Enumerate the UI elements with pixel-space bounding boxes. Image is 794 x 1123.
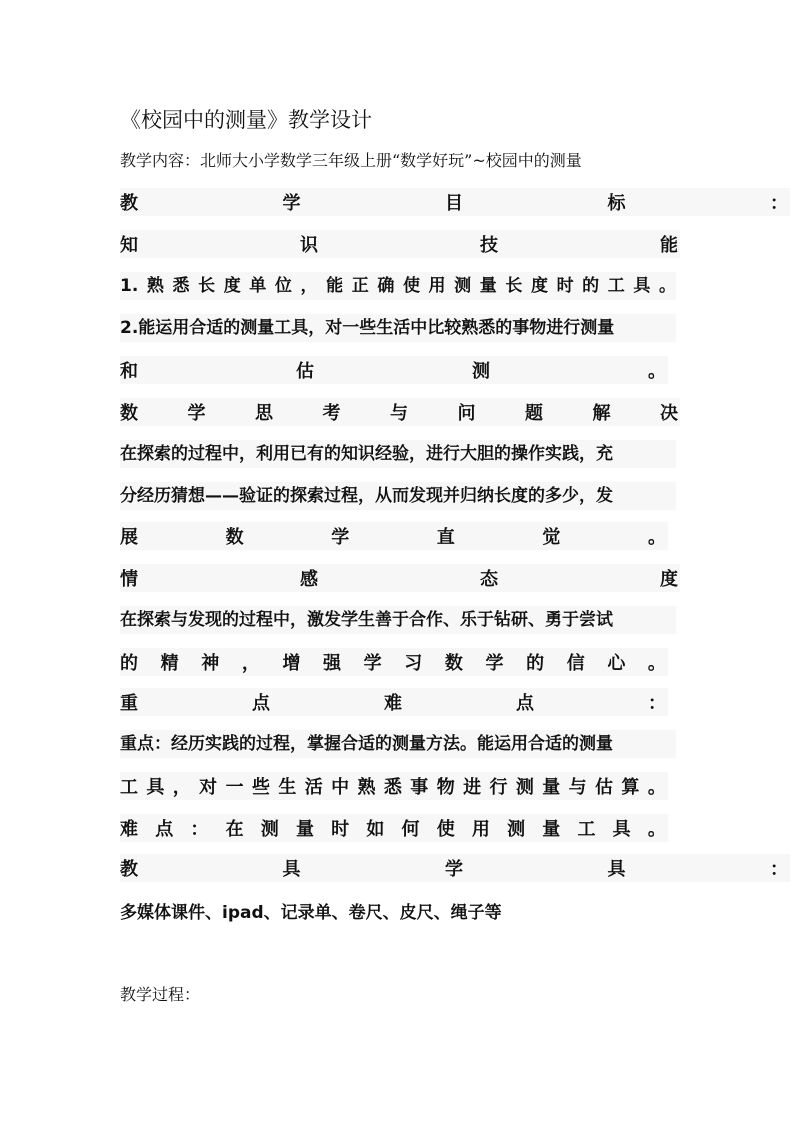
char: 数	[225, 527, 244, 548]
char: 情	[120, 569, 138, 590]
section-heading-key-points	[120, 688, 668, 716]
char: 技	[480, 235, 498, 256]
char: 难	[120, 819, 138, 840]
char: 在	[225, 819, 244, 840]
char: 点	[252, 693, 270, 714]
char: 点	[516, 693, 534, 714]
char: 工	[120, 777, 138, 798]
char: 重	[120, 693, 138, 714]
char: 熟	[357, 777, 376, 798]
char: 时	[331, 819, 350, 840]
char: 测	[260, 819, 279, 840]
char: 。	[647, 653, 666, 674]
char: 知	[120, 235, 138, 256]
char: 一	[225, 777, 244, 798]
char: 估	[296, 361, 314, 382]
char: 精	[160, 653, 179, 674]
char: 对	[199, 777, 218, 798]
char: 信	[566, 653, 585, 674]
char: 教	[120, 859, 138, 880]
char: 具	[612, 819, 631, 840]
char: 如	[366, 819, 385, 840]
char: 量	[295, 819, 314, 840]
char: 。	[648, 361, 666, 382]
char: 工	[577, 819, 596, 840]
char: 解	[592, 403, 611, 424]
char: ：	[190, 819, 209, 840]
teaching-process-label: 教学过程：	[120, 985, 201, 1004]
char: 物	[436, 777, 455, 798]
math-thinking-paragraph-line-2: 分经历猜想——验证的探索过程，从而发现并归纳长度的多少，发	[120, 482, 676, 510]
char: 。	[647, 777, 666, 798]
char: 中	[331, 777, 350, 798]
char: 行	[489, 777, 508, 798]
char: 活	[304, 777, 323, 798]
emotion-paragraph-line-2	[120, 648, 668, 676]
char: 学	[363, 653, 382, 674]
char: 点	[155, 819, 174, 840]
char: 数	[444, 653, 463, 674]
section-heading-teaching-aids	[120, 854, 790, 882]
char: 学	[187, 403, 206, 424]
char: 的	[120, 653, 138, 674]
char: 能	[660, 235, 678, 256]
char: 量	[542, 777, 561, 798]
char: 测	[472, 361, 490, 382]
char: 事	[410, 777, 429, 798]
char: 与	[390, 403, 408, 424]
subheading-emotion-attitude	[120, 564, 680, 592]
char: 何	[401, 819, 420, 840]
char: 神	[201, 653, 220, 674]
char: 用	[471, 819, 490, 840]
char: 。	[647, 527, 666, 548]
difficult-point-line	[120, 814, 668, 842]
char: 态	[480, 569, 498, 590]
char: 的	[526, 653, 545, 674]
objective-item-1: 1.熟悉长度单位，能正确使用测量长度时的工具。	[120, 272, 676, 300]
char: 识	[300, 235, 318, 256]
char: 度	[660, 569, 678, 590]
char: 和	[120, 361, 138, 382]
key-point-line-1: 重点：经历实践的过程，掌握合适的测量方法。能运用合适的测量	[120, 730, 676, 758]
char: 学	[282, 193, 301, 214]
char: 难	[384, 693, 402, 714]
char: 些	[251, 777, 270, 798]
char: 具	[146, 777, 165, 798]
char: 题	[525, 403, 543, 424]
char: ：	[770, 193, 788, 214]
char: 进	[463, 777, 482, 798]
char: 考	[322, 403, 341, 424]
emotion-paragraph-line-1: 在探索与发现的过程中，激发学生善于合作、乐于钻研、勇于尝试	[120, 606, 676, 634]
char: 数	[120, 403, 138, 424]
char: 使	[436, 819, 455, 840]
math-thinking-paragraph-line-3	[120, 522, 668, 550]
char: 觉	[542, 527, 561, 548]
char: 感	[300, 569, 318, 590]
objective-item-2-continued	[120, 356, 668, 384]
char: 生	[278, 777, 297, 798]
char: 问	[457, 403, 476, 424]
char: 直	[436, 527, 455, 548]
char: 估	[595, 777, 614, 798]
char: 具	[607, 859, 626, 880]
char: ：	[770, 859, 788, 880]
char: 算	[621, 777, 640, 798]
char: 决	[660, 403, 678, 424]
section-heading-objectives	[120, 188, 790, 216]
char: 强	[323, 653, 342, 674]
teaching-aids-list: 多媒体课件、ipad、记录单、卷尺、皮尺、绳子等	[120, 903, 502, 923]
char: 标	[607, 193, 626, 214]
char: 测	[507, 819, 526, 840]
teaching-content-line: 教学内容：北师大小学数学三年级上册“数学好玩”~校园中的测量	[120, 151, 582, 170]
char: 心	[607, 653, 626, 674]
char: 。	[647, 819, 666, 840]
char: 具	[282, 859, 301, 880]
char: 目	[445, 193, 463, 214]
math-thinking-paragraph-line-1: 在探索的过程中，利用已有的知识经验，进行大胆的操作实践，充	[120, 440, 676, 468]
char: 展	[120, 527, 138, 548]
char: 测	[515, 777, 534, 798]
char: 与	[568, 777, 587, 798]
key-point-line-2	[120, 772, 668, 800]
document-title: 《校园中的测量》教学设计	[120, 108, 372, 132]
subheading-knowledge-skills	[120, 230, 680, 258]
char: 增	[282, 653, 301, 674]
objective-item-2: 2.能运用合适的测量工具，对一些生活中比较熟悉的事物进行测量	[120, 314, 676, 342]
char: 学	[331, 527, 350, 548]
char: ，	[241, 653, 260, 674]
char: 学	[445, 859, 463, 880]
char: 习	[404, 653, 423, 674]
subheading-math-thinking	[120, 398, 680, 426]
char: 量	[542, 819, 561, 840]
char: ：	[648, 693, 666, 714]
char: 教	[120, 193, 138, 214]
char: ，	[172, 777, 191, 798]
char: 学	[485, 653, 504, 674]
char: 悉	[383, 777, 402, 798]
char: 思	[255, 403, 273, 424]
